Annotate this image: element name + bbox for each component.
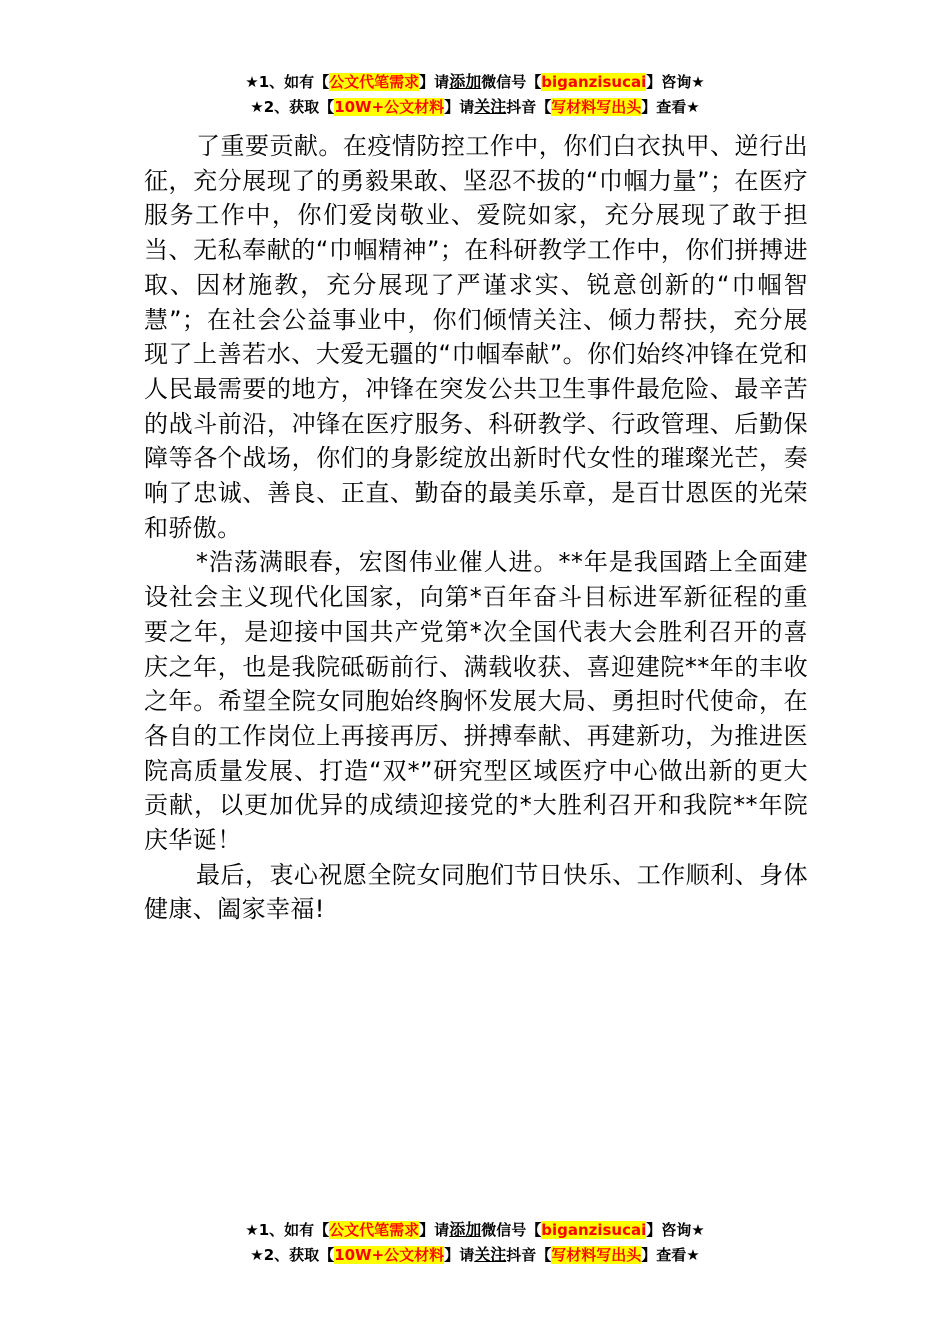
header-line-2-prefix: ★2、获取【: [250, 98, 335, 116]
header-line-1-highlight-service: 公文代笔需求: [329, 73, 420, 91]
footer-line-1-mid2: 微信号【: [481, 1221, 542, 1239]
footer-banner: [0, 1217, 950, 1267]
header-line-1: [0, 69, 950, 94]
header-line-1-prefix: ★1、如有【: [245, 73, 330, 91]
footer-line-2-highlight-douyin: 写材料写出头: [551, 1246, 642, 1264]
footer-line-1-highlight-wechat: biganzisucai: [541, 1221, 647, 1239]
footer-line-2: [0, 1242, 950, 1267]
footer-line-2-underlined: 关注: [474, 1245, 507, 1264]
header-line-1-highlight-wechat: biganzisucai: [541, 73, 647, 91]
header-line-2-highlight-douyin: 写材料写出头: [551, 98, 642, 116]
header-line-2-suffix: 】查看★: [641, 98, 700, 116]
document-body: [144, 129, 808, 927]
header-line-1-underlined: 添加: [449, 72, 482, 91]
body-paragraph-3: 最后，衷心祝愿全院女同胞们节日快乐、工作顺利、身体健康、阖家幸福!: [144, 860, 808, 924]
footer-line-2-prefix: ★2、获取【: [250, 1246, 335, 1264]
footer-line-1-prefix: ★1、如有【: [245, 1221, 330, 1239]
header-line-1-mid: 】请: [419, 73, 450, 91]
header-banner: [0, 69, 950, 119]
footer-line-2-suffix: 】查看★: [641, 1246, 700, 1264]
header-line-2-highlight-materials: 10W+公文材料: [334, 98, 445, 116]
footer-line-1-suffix: 】咨询★: [646, 1221, 705, 1239]
header-line-1-mid2: 微信号【: [481, 73, 542, 91]
footer-line-1-mid: 】请: [419, 1221, 450, 1239]
header-line-2-underlined: 关注: [474, 97, 507, 116]
body-paragraph-1: 了重要贡献。在疫情防控工作中，你们白衣执甲、逆行出征，充分展现了的勇毅果敢、坚忍不拔的“巾帼力量”；在医疗服务工作中，你们爱岗敬业、爱院如家，充分展现了敢于担当、无私奉献的“巾帼精神”；在科研教学工作中，你们拼搏进取、因材施教，充分展现了严谨求实、锐意创新的“巾帼智慧”；在社会公益事业中，你们倾情关注、倾力帮扶，充分展现了上善若水、大爱无疆的“巾帼奉献”。你们始终冲锋在党和人民最需要的地方，冲锋在突发公共卫生事件最危险、最辛苦的战斗前沿，冲锋在医疗服务、科研教学、行政管理、后勤保障等各个战场，你们的身影绽放出新时代女性的璀璨光芒，奏响了忠诚、善良、正直、勤奋的最美乐章，是百廿恩医的光荣和骄傲。: [144, 132, 808, 542]
header-line-2: [0, 94, 950, 119]
footer-line-1-highlight-service: 公文代笔需求: [329, 1221, 420, 1239]
footer-line-2-mid: 】请: [444, 1246, 475, 1264]
footer-line-1: [0, 1217, 950, 1242]
header-line-2-mid2: 抖音【: [506, 98, 552, 116]
footer-line-1-underlined: 添加: [449, 1220, 482, 1239]
body-paragraph-2: *浩荡满眼春，宏图伟业催人进。**年是我国踏上全面建设社会主义现代化国家，向第*百年奋斗目标进军新征程的重要之年，是迎接中国共产党第*次全国代表大会胜利召开的喜庆之年，也是我院砥砺前行、满载收获、喜迎建院**年的丰收之年。希望全院女同胞始终胸怀发展大局、勇担时代使命，在各自的工作岗位上再接再厉、拼搏奉献、再建新功，为推进医院高质量发展、打造“双*”研究型区域医疗中心做出新的更大贡献，以更加优异的成绩迎接党的*大胜利召开和我院**年院庆华诞！: [144, 548, 808, 855]
footer-line-2-mid2: 抖音【: [506, 1246, 552, 1264]
header-line-2-mid: 】请: [444, 98, 475, 116]
header-line-1-suffix: 】咨询★: [646, 73, 705, 91]
footer-line-2-highlight-materials: 10W+公文材料: [334, 1246, 445, 1264]
